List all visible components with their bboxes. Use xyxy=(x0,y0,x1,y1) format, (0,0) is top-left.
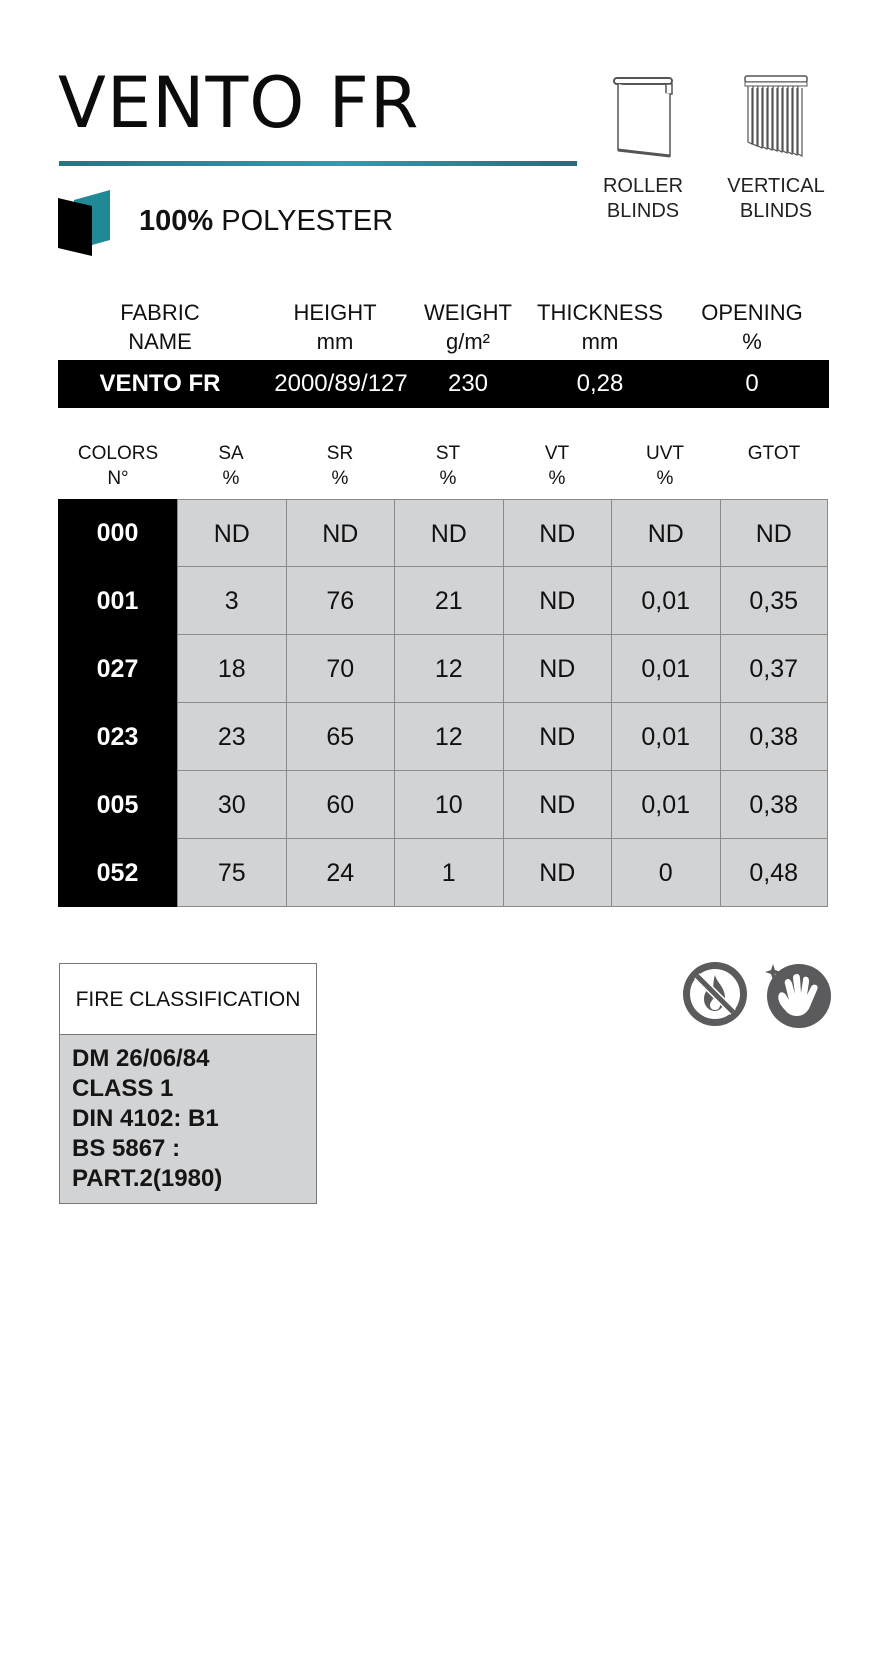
fabric-layers-icon xyxy=(58,190,110,256)
table-cell: 0 xyxy=(611,839,720,907)
color-code: 005 xyxy=(58,771,177,839)
table-cell: 70 xyxy=(286,635,395,703)
color-code: 000 xyxy=(58,499,177,567)
table-cell: ND xyxy=(611,499,720,567)
table-cell: 10 xyxy=(394,771,503,839)
soft-touch-hand-icon xyxy=(763,960,831,1028)
fire-classification-box xyxy=(59,963,317,1204)
fire-classification-title: FIRE CLASSIFICATION xyxy=(60,964,316,1035)
roller-blind-icon xyxy=(608,74,678,160)
fire-classification-item: BS 5867 : xyxy=(72,1135,181,1162)
table-cell: 30 xyxy=(177,771,286,839)
table-cell: 3 xyxy=(177,567,286,635)
color-code: 023 xyxy=(58,703,177,771)
composition-text xyxy=(139,207,393,236)
table-cell: 21 xyxy=(394,567,503,635)
table-cell: 12 xyxy=(394,703,503,771)
table-cell: ND xyxy=(503,635,612,703)
col-header-gtot: GTOT xyxy=(747,443,801,464)
table-cell: 18 xyxy=(177,635,286,703)
table-cell: ND xyxy=(720,499,829,567)
product-title: VENTO FR xyxy=(58,62,420,144)
table-cell: 0,01 xyxy=(611,635,720,703)
table-cell: 12 xyxy=(394,635,503,703)
spec-header-opening: OPENING % xyxy=(701,300,803,354)
table-cell: ND xyxy=(503,703,612,771)
spec-values-bar xyxy=(58,360,829,408)
table-cell: 0,35 xyxy=(720,567,829,635)
table-row xyxy=(58,567,828,635)
table-cell: 0,01 xyxy=(611,771,720,839)
table-row xyxy=(58,703,828,771)
table-cell: ND xyxy=(503,499,612,567)
col-header-st: ST % xyxy=(435,443,461,489)
fire-classification-list xyxy=(60,1035,316,1203)
spec-header-weight: WEIGHT g/m² xyxy=(424,300,512,354)
table-cell: ND xyxy=(177,499,286,567)
roller-blinds-label: ROLLER BLINDS xyxy=(602,175,684,222)
table-cell: ND xyxy=(286,499,395,567)
table-cell: 0,38 xyxy=(720,703,829,771)
table-cell: ND xyxy=(503,567,612,635)
table-row xyxy=(58,839,828,907)
table-cell: 0,01 xyxy=(611,567,720,635)
table-cell: 0,37 xyxy=(720,635,829,703)
composition-percent: 100% xyxy=(139,205,214,237)
table-cell: 1 xyxy=(394,839,503,907)
col-header-colors: COLORS N° xyxy=(77,443,159,489)
table-cell: 60 xyxy=(286,771,395,839)
colors-table xyxy=(58,499,828,907)
flame-retardant-icon xyxy=(683,962,747,1026)
spec-height: 2000/89/127 xyxy=(274,370,408,397)
col-header-sr: SR % xyxy=(326,443,354,489)
table-row xyxy=(58,635,828,703)
table-cell: 0,01 xyxy=(611,703,720,771)
vertical-blinds-badge xyxy=(721,74,831,224)
spec-header-fabric-name: FABRIC NAME xyxy=(120,300,200,354)
fire-classification-item: PART.2(1980) xyxy=(72,1165,223,1192)
table-cell: ND xyxy=(394,499,503,567)
col-header-vt: VT % xyxy=(544,443,570,489)
composition-material: POLYESTER xyxy=(221,205,394,237)
table-cell: 24 xyxy=(286,839,395,907)
col-header-sa: SA % xyxy=(218,443,244,489)
spec-fabric-name: VENTO FR xyxy=(99,370,221,397)
color-code: 001 xyxy=(58,567,177,635)
spec-header-thickness: THICKNESS mm xyxy=(537,300,663,354)
table-row xyxy=(58,771,828,839)
spec-thickness: 0,28 xyxy=(576,370,624,397)
title-underline xyxy=(59,161,577,166)
vertical-blinds-label: VERTICAL BLINDS xyxy=(727,175,825,222)
fire-classification-item: DM 26/06/84 xyxy=(72,1045,210,1072)
table-cell: 65 xyxy=(286,703,395,771)
table-cell: 23 xyxy=(177,703,286,771)
table-cell: 0,48 xyxy=(720,839,829,907)
roller-blinds-badge xyxy=(588,74,698,224)
fire-classification-item: CLASS 1 xyxy=(72,1075,174,1102)
spec-header-height: HEIGHT mm xyxy=(293,300,377,354)
spec-opening: 0 xyxy=(745,370,759,397)
table-cell: ND xyxy=(503,771,612,839)
col-header-uvt: UVT % xyxy=(646,443,684,489)
color-code: 052 xyxy=(58,839,177,907)
table-cell: ND xyxy=(503,839,612,907)
fire-classification-item: DIN 4102: B1 xyxy=(72,1105,219,1132)
table-cell: 0,38 xyxy=(720,771,829,839)
color-code: 027 xyxy=(58,635,177,703)
table-cell: 76 xyxy=(286,567,395,635)
spec-weight: 230 xyxy=(447,370,489,397)
table-cell: 75 xyxy=(177,839,286,907)
vertical-blind-icon xyxy=(741,74,811,160)
table-row xyxy=(58,499,828,567)
